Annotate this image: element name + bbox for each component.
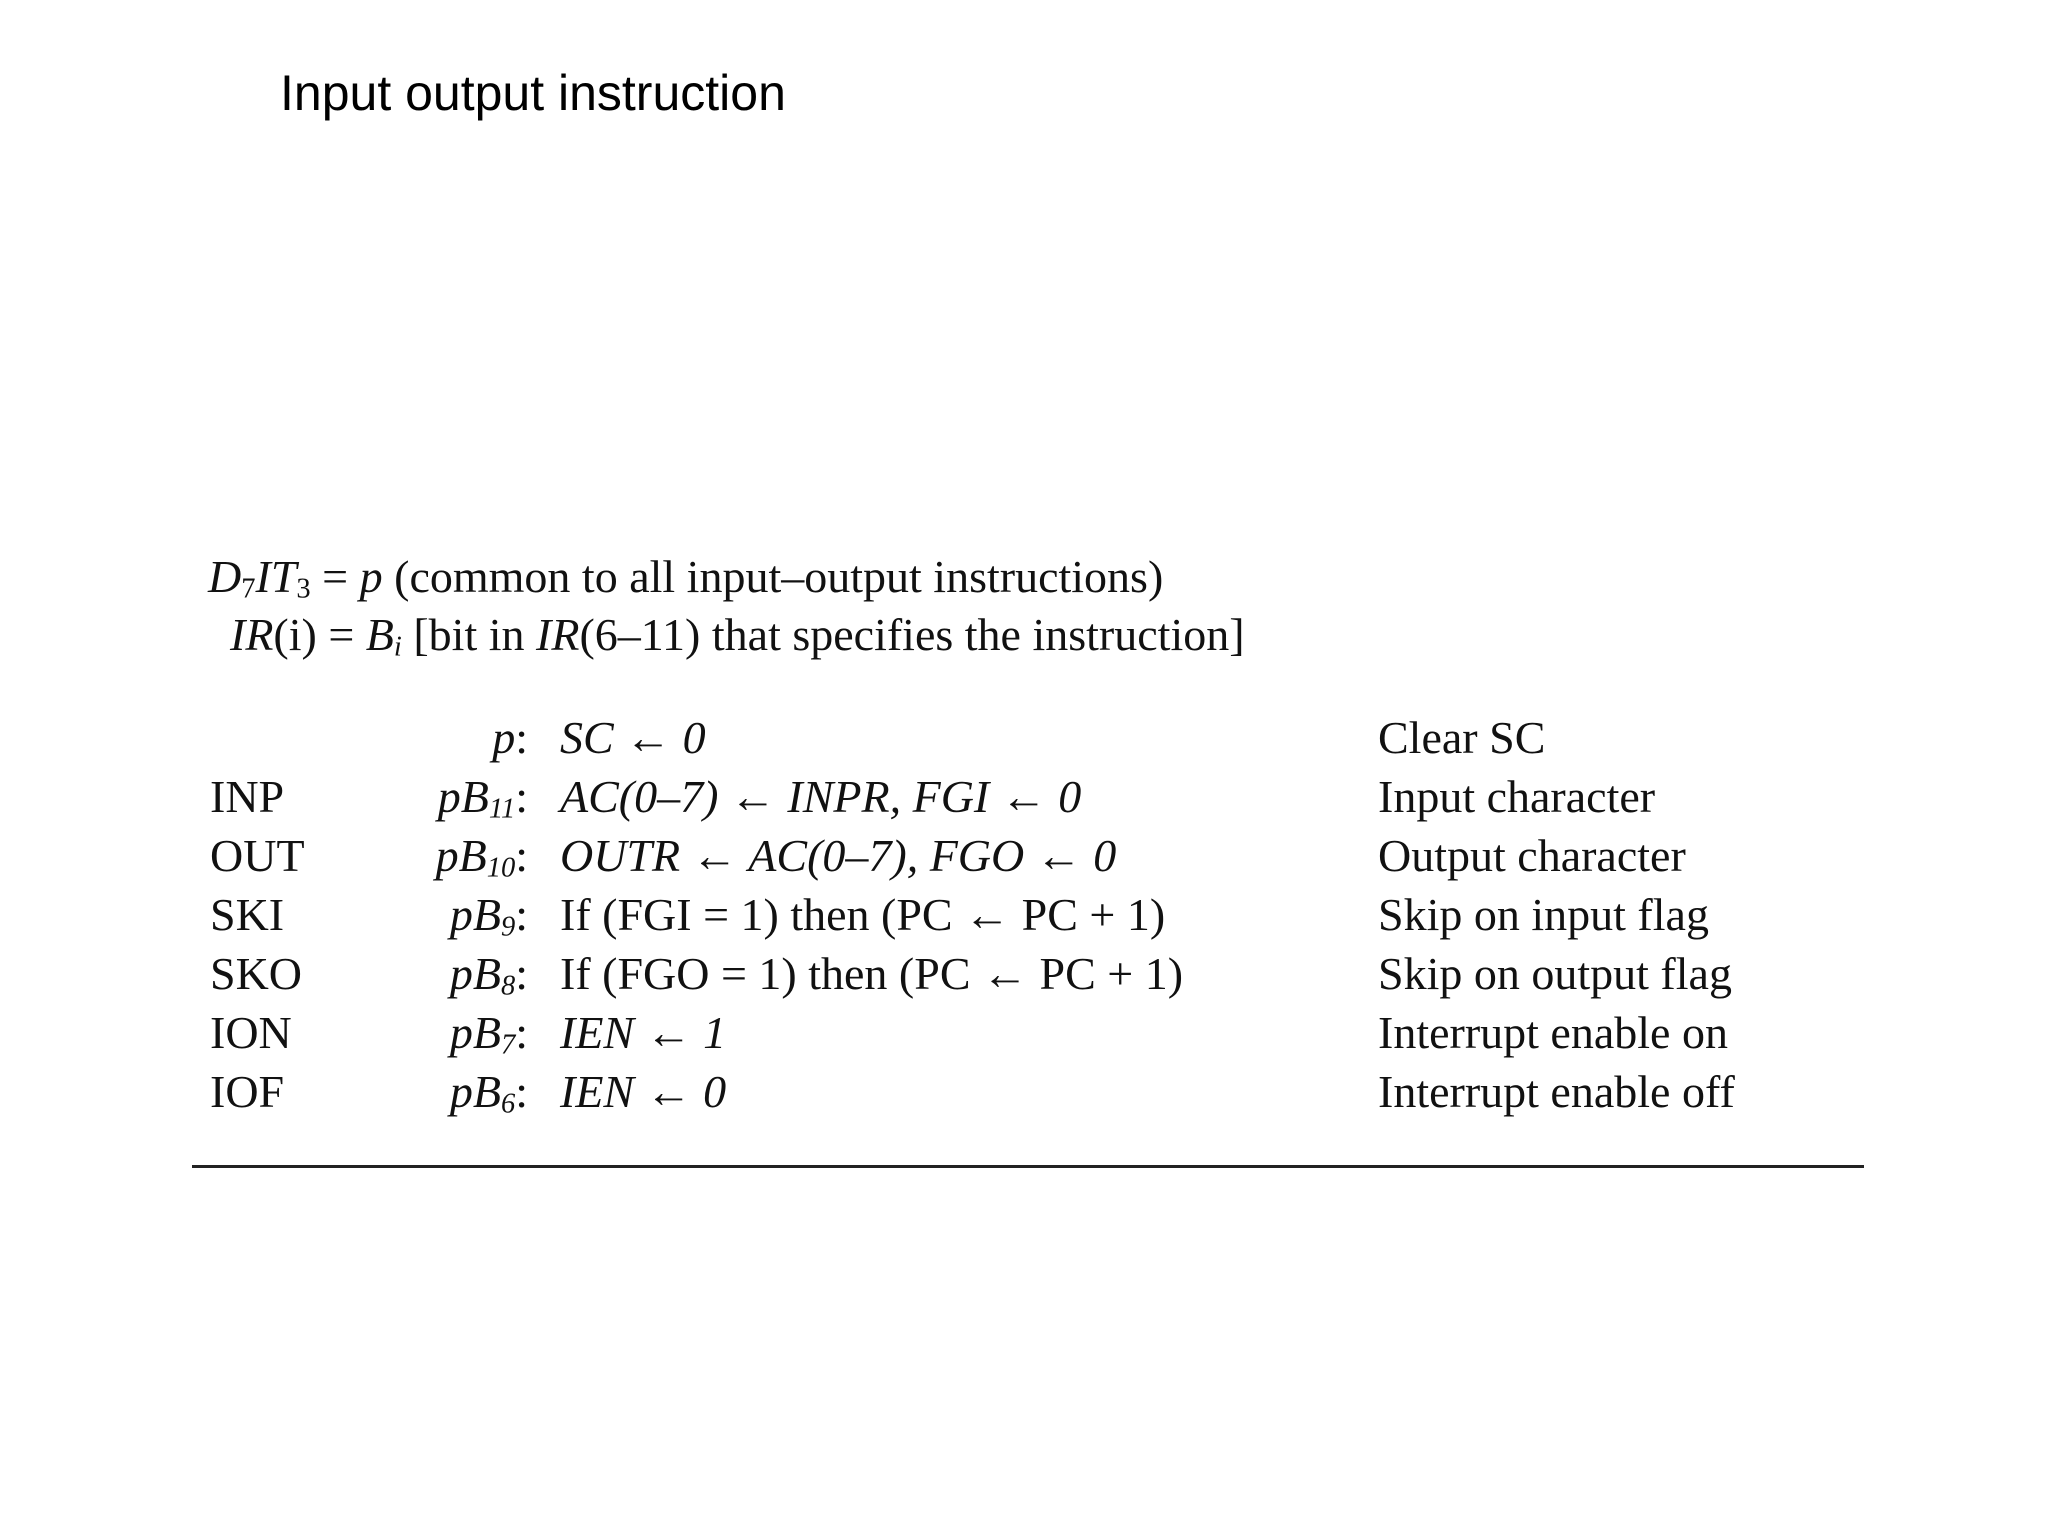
table-row bbox=[210, 944, 1858, 1003]
microoperation: IEN ← 0 bbox=[560, 1066, 727, 1117]
condition: $pB_{10}$: bbox=[435, 830, 528, 884]
def-it-subscript: 3 bbox=[296, 573, 311, 605]
def-ir-arg: (i) bbox=[273, 609, 317, 660]
def-p: p bbox=[359, 551, 383, 602]
io-instruction-table bbox=[210, 708, 1858, 1121]
table-row bbox=[210, 885, 1858, 944]
description: Interrupt enable off bbox=[1378, 1066, 1735, 1117]
table-row bbox=[210, 826, 1858, 885]
condition: $pB_{11}$: bbox=[437, 771, 528, 825]
description: Input character bbox=[1378, 771, 1656, 822]
slide-title: Input output instruction bbox=[280, 65, 786, 121]
definitions bbox=[208, 548, 1862, 664]
microoperation: AC(0–7) ← INPR, FGI ← 0 bbox=[560, 771, 1082, 822]
microoperation: If (FGI = 1) then (PC ← PC + 1) bbox=[560, 889, 1166, 940]
table-row bbox=[210, 1062, 1858, 1121]
table-row bbox=[210, 708, 1858, 767]
mnemonic bbox=[210, 708, 380, 767]
mnemonic: SKO bbox=[210, 948, 303, 999]
definition-line-bits bbox=[208, 606, 1862, 664]
io-instruction-figure bbox=[190, 548, 1862, 1121]
definition-line-common bbox=[208, 548, 1862, 606]
table-bottom-rule bbox=[192, 1165, 1864, 1168]
def-equals-2: = bbox=[316, 609, 366, 660]
condition: $pB_6$: bbox=[449, 1066, 528, 1120]
description: Output character bbox=[1378, 830, 1686, 881]
def-ir: IR bbox=[230, 609, 274, 660]
def-b: B bbox=[365, 609, 394, 660]
mnemonic: INP bbox=[210, 771, 285, 822]
def-equals: = bbox=[310, 551, 360, 602]
def-bits-note-b: (6–11) that specifies the instruction] bbox=[579, 609, 1245, 660]
description: Clear SC bbox=[1378, 712, 1546, 763]
microoperation: OUTR ← AC(0–7), FGO ← 0 bbox=[560, 830, 1117, 881]
description: Interrupt enable on bbox=[1378, 1007, 1728, 1058]
def-it: IT bbox=[255, 551, 297, 602]
mnemonic: IOF bbox=[210, 1066, 285, 1117]
description: Skip on input flag bbox=[1378, 889, 1709, 940]
mnemonic: ION bbox=[210, 1007, 292, 1058]
condition: $pB_7$: bbox=[449, 1007, 528, 1061]
description: Skip on output flag bbox=[1378, 948, 1732, 999]
microoperation: If (FGO = 1) then (PC ← PC + 1) bbox=[560, 948, 1184, 999]
condition: $pB_9$: bbox=[449, 889, 528, 943]
def-bits-note-a: [bit in bbox=[401, 609, 537, 660]
def-b-subscript: i bbox=[393, 631, 402, 663]
table-row bbox=[210, 1003, 1858, 1062]
def-d: D bbox=[208, 551, 242, 602]
mnemonic: OUT bbox=[210, 830, 305, 881]
condition: p: bbox=[492, 712, 528, 763]
microoperation: IEN ← 1 bbox=[560, 1007, 727, 1058]
def-d-subscript: 7 bbox=[241, 573, 256, 605]
microoperation: SC ← 0 bbox=[560, 712, 706, 763]
mnemonic: SKI bbox=[210, 889, 285, 940]
def-bits-ir: IR bbox=[536, 609, 580, 660]
condition: $pB_8$: bbox=[449, 948, 528, 1002]
def-common-note: (common to all input–output instructions) bbox=[382, 551, 1164, 602]
table-row bbox=[210, 767, 1858, 826]
